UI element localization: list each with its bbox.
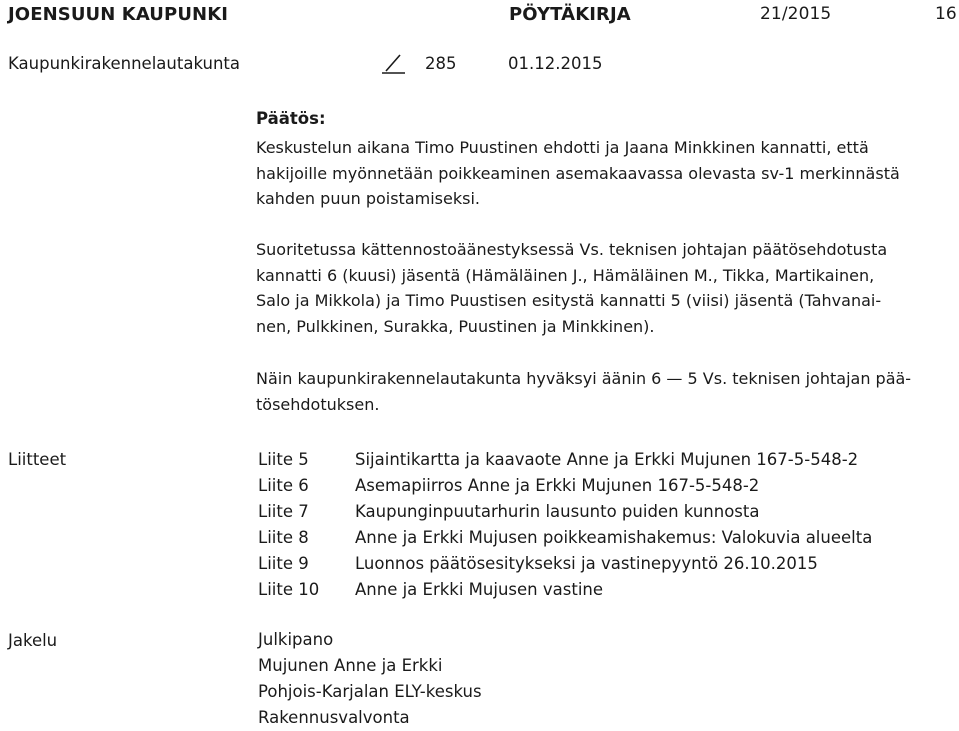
attachment-row: [258, 525, 872, 551]
attachment-desc: Anne ja Erkki Mujusen poikkeamishakemus: Valokuvia alueelta: [355, 528, 873, 548]
attachment-ref: Liite 9: [258, 554, 309, 573]
municipality-name: JOENSUUN KAUPUNKI: [8, 4, 229, 25]
attachment-ref: Liite 6: [258, 476, 309, 496]
attachment-row: [258, 473, 872, 499]
attachment-ref: Liite 5: [258, 450, 309, 470]
issue-number: 21/2015: [760, 4, 832, 24]
text-line: tösehdotuksen.: [256, 394, 380, 414]
attachment-row: [258, 499, 872, 525]
attachment-desc: Anne ja Erkki Mujusen vastine: [355, 579, 604, 599]
decision-paragraph-1: [256, 135, 956, 212]
page-number: 16: [935, 4, 957, 24]
text-line: Salo ja Mikkola) ja Timo Puustisen esitystä kannatti 5 (viisi) jäsentä (Tahvanai-: [256, 291, 882, 310]
text-line: nen, Pulkkinen, Surakka, Puustinen ja Minkkinen).: [256, 316, 655, 336]
attachment-desc: Sijaintikartta ja kaavaote Anne ja Erkki Mujunen 167-5-548-2: [355, 450, 859, 470]
text-line: kannatti 6 (kuusi) jäsentä (Hämäläinen J., Hämäläinen M., Tikka, Martikainen,: [256, 265, 875, 285]
attachment-desc: Luonnos päätösesitykseksi ja vastinepyyntö 26.10.2015: [355, 554, 818, 573]
distribution-item: Mujunen Anne ja Erkki: [258, 655, 443, 675]
text-line: Näin kaupunkirakennelautakunta hyväksyi äänin 6 — 5 Vs. teknisen johtajan pää-: [256, 369, 912, 388]
distribution-list: [258, 627, 482, 731]
attachment-ref: Liite 8: [258, 528, 309, 548]
attachments-label: Liitteet: [8, 450, 67, 469]
decision-paragraph-3: [256, 366, 956, 417]
pen-mark-icon: [380, 53, 408, 75]
decision-heading: Päätös:: [256, 109, 326, 128]
section-number: 285: [425, 54, 457, 73]
text-line: kahden puun poistamiseksi.: [256, 189, 480, 208]
distribution-item: Rakennusvalvonta: [258, 707, 410, 727]
attachment-row: [258, 576, 872, 602]
meeting-date: 01.12.2015: [508, 54, 603, 73]
attachment-desc: Kaupunginpuutarhurin lausunto puiden kunnosta: [355, 502, 760, 522]
distribution-item: Julkipano: [258, 630, 334, 649]
attachment-ref: Liite 7: [258, 502, 309, 522]
text-line: Suoritetussa kättennostoäänestyksessä Vs. teknisen johtajan päätösehdotusta: [256, 240, 888, 259]
attachment-ref: Liite 10: [258, 579, 320, 599]
document-type: PÖYTÄKIRJA: [509, 4, 631, 25]
decision-paragraph-2: [256, 237, 956, 339]
text-line: hakijoille myönnetään poikkeaminen asemakaavassa olevasta sv-1 merkinnästä: [256, 163, 900, 183]
attachment-desc: Asemapiirros Anne ja Erkki Mujunen 167-5-548-2: [355, 476, 760, 496]
text-line: Keskustelun aikana Timo Puustinen ehdotti ja Jaana Minkkinen kannatti, että: [256, 138, 869, 157]
attachment-row: [258, 447, 872, 473]
committee-name: Kaupunkirakennelautakunta: [8, 54, 240, 73]
distribution-item: Pohjois-Karjalan ELY-keskus: [258, 681, 482, 701]
distribution-label: Jakelu: [8, 631, 58, 650]
attachments-list: [258, 447, 872, 602]
attachment-row: [258, 551, 872, 577]
